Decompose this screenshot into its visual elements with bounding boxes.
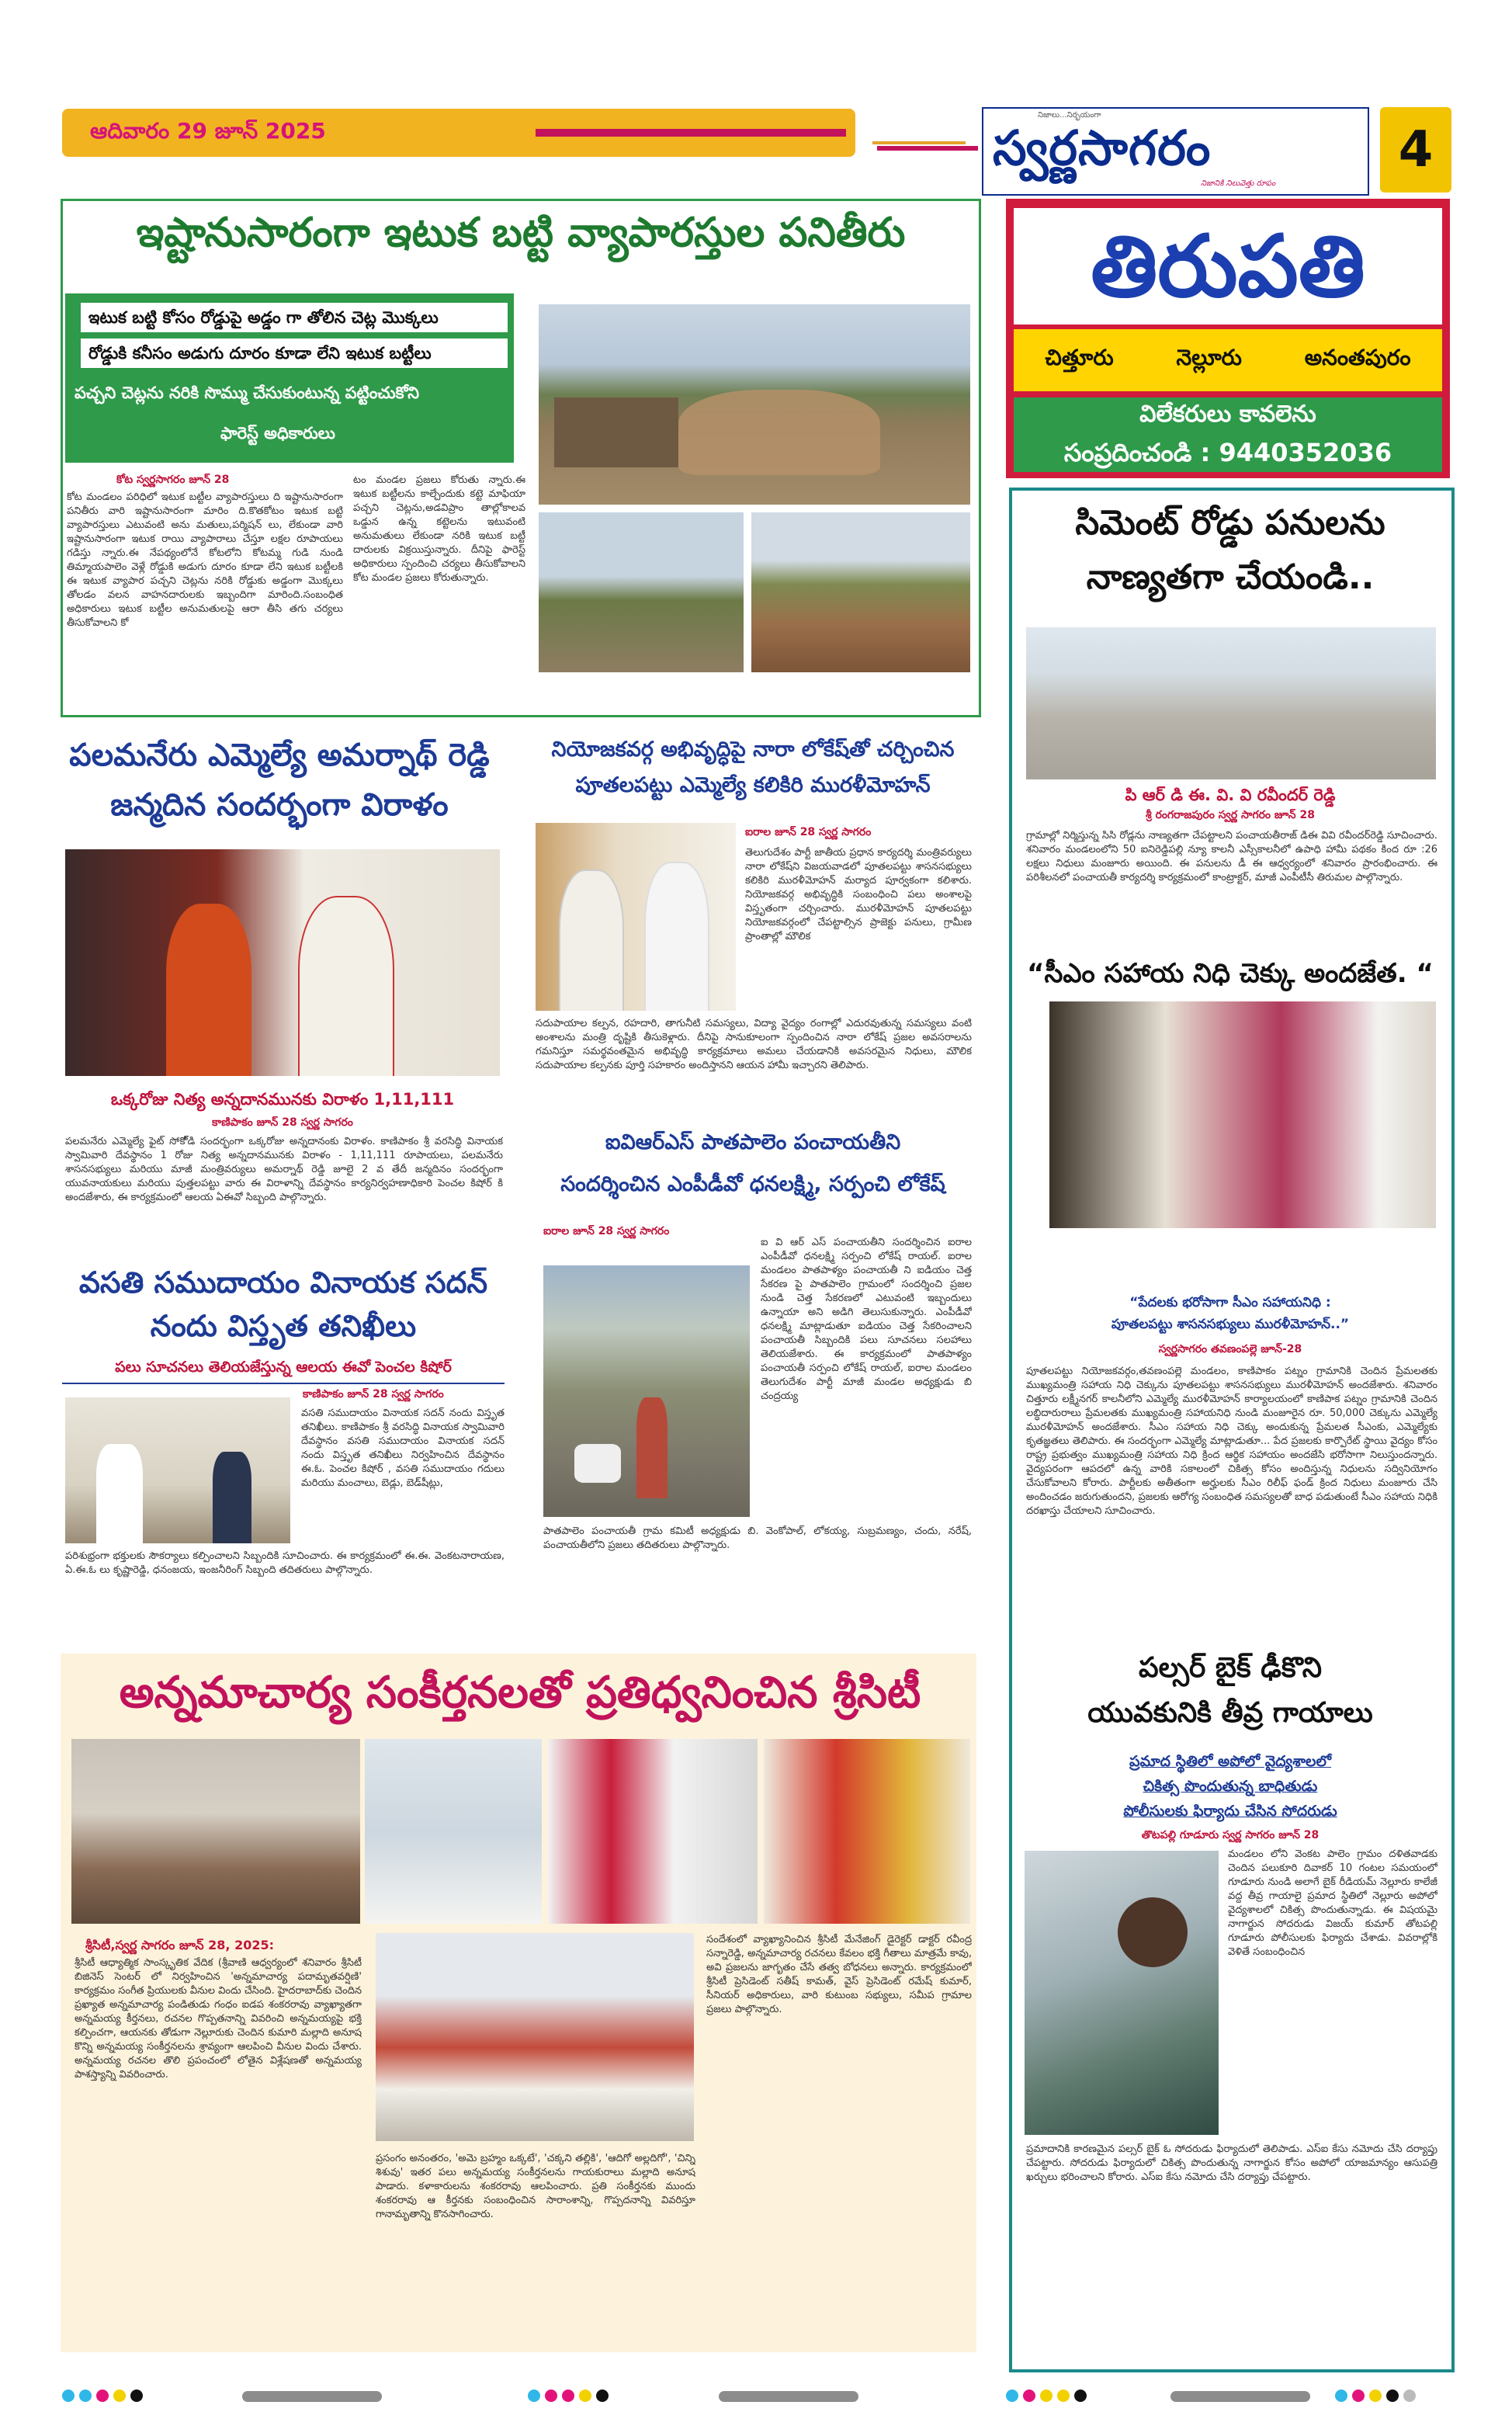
article3-body-cont: పరిశుభ్రంగా భక్తులకు సౌకర్యాలు కల్పించాలని సిబ్బందికి సూచించారు. ఈ కార్యక్రమంలో ఈ.ఈ. వెంకటనారాయణ, ఏ.ఈ.ఓ లు కృష్ణారెడ్డి, ధనంజయ, ఇంజనీరింగ్ సిబ్బంది తదితరులు పాల్గొన్నారు. — [65, 1550, 505, 1576]
article7-headline-1: సిమెంట్ రోడ్డు పనులను — [1075, 503, 1385, 543]
article6-body-cont: ప్రసంగం అనంతరం, 'అమె బ్రహ్మం ఒక్కటే', 'చక్కని తల్లికి', 'ఆదిగో అల్లదిగో', 'చిన్ని శిశువు' ఇతర పలు అన్నమయ్య సంకీర్తనలను గాయకురాలు మల్లాది అనూష పాడారు. కళాకారులను శంకరరావు ఆలపించారు. ప్రతి సంకీర్తనకు ముందు శంకరరావు ఆ కీర్తనకు సంబంధించిన సారాంశాన్ని, గొప్పదనాన్ని వివరిస్తూ గానామృతాన్ని కొనసాగించారు. — [376, 2153, 695, 2220]
tirupati-title-panel — [1014, 208, 1442, 325]
article1-sub2: రోడ్డుకి కనీసం అడుగు దూరం కూడా లేని ఇటుక బట్టీలు — [81, 338, 508, 368]
article3-headline-2: నందు విస్తృత తనిఖీలు — [150, 1309, 417, 1343]
article2-caption: ఒక్కరోజు నిత్య అన్నదానమునకు విరాళం 1,11,111 — [110, 1090, 455, 1109]
article4-headline-1: నియోజకవర్గ అభివృద్ధిపై నారా లోకేష్‌తో చర్చించిన — [551, 738, 955, 762]
tirupati-contact-panel — [1014, 397, 1442, 472]
footer-bar-3 — [1170, 2391, 1310, 2402]
article3-dateline: కాణిపాకం జూన్ 28 స్వర్ణ సాగరం — [303, 1388, 444, 1400]
article3-photo — [65, 1397, 290, 1543]
article6-body-right: సందేశంలో వ్యాఖ్యానించిన శ్రీసిటీ మేనేజింగ్ డైరెక్టర్ డాక్టర్ రవీంద్ర సన్నారెడ్డి, అన్నమాచార్య రచనలు కేవలం భక్తి గీతాలు మాత్రమే కావు, అవి ప్రజలను జాగృతం చేసే తత్వ బోధనలు అన్నారు. కార్యక్రమంలో శ్రీసిటీ ప్రెసిడెంట్ సతీష్ కామత్, వైస్ ప్రెసిడెంట్ రమేష్ కుమార్, సీనియర్ అధికారులు, వారి కుటుంబ సభ్యులు, సమీప గ్రామాల ప్రజలు పాల్గొన్నారు. — [706, 1934, 972, 2015]
article5-headline-2: సందర్శించిన ఎంపీడీవో ధనలక్ష్మి, సర్పంచి లోకేష్ — [560, 1172, 945, 1196]
article4-headline-2: పూతలపట్టు ఎమ్మెల్యే కలికిరి మురళీమోహన్ — [575, 773, 931, 797]
date-bar — [62, 109, 855, 157]
footer-bar-1 — [242, 2391, 382, 2402]
article4-photo — [536, 823, 736, 1011]
article7-dateline: శ్రీ రంగరాజపురం స్వర్ణ సాగరం జూన్ 28 — [1146, 809, 1315, 821]
article9-sub-1: ప్రమాద స్థితిలో అపోలో వైద్యశాలలో — [1129, 1753, 1332, 1770]
article3-body: వసతి సముదాయం వినాయక సదన్ నందు విస్తృత తనిఖీలు. కాణిపాకం శ్రీ వరసిద్ధి వినాయక స్వామివారి దేవస్థానం వసతి సముదాయం వినాయక సదన్ నందు విస్తృత తనిఖీలు నిర్వహించిన దేవస్థానం ఈ.ఓ. పెంచల కిషోర్ , వసతి సముదాయం గదులు మరియు మంచాలు, బెడ్లు, బెడ్‌షీట్లు, — [301, 1407, 505, 1489]
article8-dateline: స్వర్ణసాగరం తవణంపల్లె జూన్-28 — [1158, 1343, 1302, 1355]
article5-photo — [543, 1265, 750, 1517]
tirupati-title: తిరుపతి — [1091, 217, 1365, 316]
article9-body-cont: ప్రమాదానికి కారణమైన పల్సర్ బైక్ ఓ సోదరుడు ఫిర్యాదులో తెలిపాడు. ఎస్ఐ కేసు నమోదు చేసి దర్యాప్తు చేపట్టారు. సోదరుడు ఫిర్యాదులో చికిత్స పొందుతున్న నాగార్జున కోసం అపోలో యాజమాన్యం ఆసుపత్రి ఖర్చులు భరించాలని కోరారు. ఎస్ఐ కేసు నమోదు చేసి దర్యాప్తు చేపట్టారు. — [1026, 2143, 1437, 2183]
tirupati-box — [1006, 199, 1450, 478]
district-nellore: నెల్లూరు — [1176, 345, 1242, 370]
date-text: ఆదివారం 29 జూన్ 2025 — [90, 118, 326, 144]
masthead-title: స్వర్ణసాగరం — [993, 120, 1212, 176]
article1-body-cont: టం మండల ప్రజలు కోరుతు న్నారు.ఈ ఇటుక బట్టీలను కాల్చేందుకు కట్టె మాఫియా పచ్చని చెట్లను,అడవిప్రాం తాల్లోకాలవ ఒడ్డున ఉన్న కట్టెలను ఇటువంటి అనుమతులు లేకుండా నరికి ఇటుక బట్టీ దారులకు విక్రయిస్తున్నారు. దీనిపై ఫారెస్ట్ అధికారులు స్పందించి చర్యలు తీసుకోవాలని కోట మండల ప్రజలు కోరుతున్నారు. — [353, 474, 525, 584]
article6-photo-stage — [71, 1739, 360, 1924]
article6-photo-group — [376, 1933, 694, 2141]
article7-headline-2: నాణ్యతగా చేయండి.. — [1086, 557, 1375, 597]
article8-quote-2: పూతలపట్టు శాసనసభ్యులు మురళీమోహన్..” — [1111, 1317, 1350, 1332]
article8-body: పూతలపట్టు నియోజకవర్గం,తవణంపల్లె మండలం, కాణిపాకం పట్నం గ్రామానికి చెందిన ప్రేమలతకు ముఖ్యమంత్రి సహాయ నిధి చెక్కును పూతలపట్టు శాసనసభ్యులు మురళీమోహన్ అందజేశారు. శనివారం చిత్తూరు లక్ష్మీనగర్ కాలనీలోని ఎమ్మెల్యే మురళీమోహన్ కార్యాలయంలో కాణిపాక పట్నం గ్రామానికి చెందిన లబ్ధిదారురాలు ప్రేమలతకు ముఖ్యమంత్రి సహాయనిధి నుండి మంజూరైన రూ. 50,000 చెక్కును ఎమ్మెల్యే మురళీమోహన్ అందజేశారు. సీఎం సహాయ నిధి చెక్కు అందుకున్న ప్రేమలత సీఎంకు, ఎమ్మెల్యేకు కృతజ్ఞతలు తెలిపారు. ఈ సందర్భంగా ఎమ్మెల్యే మాట్లాడుతూ... పేద ప్రజలకు కార్పొరేట్ స్థాయి వైద్యం కోసం రాష్ట్ర ప్రభుత్వం ముఖ్యమంత్రి సహాయ నిధి క్రింద ఆర్థిక సహాయం అందజేసి భరోసాగా నిలుస్తుందన్నారు. వైద్యపరంగా ఆపదలో ఉన్న వారికి సకాలంలో చికిత్స కోసం అందిస్తున్న నిధులను సద్వినియోగం చేసుకోవాలని కోరారు. పార్టీలకు అతీతంగా అర్హులకు సీఎం రిలీఫ్ ఫండ్ క్రింద నిధులు మంజూరు చేసి అందించడం జరుగుతుందని, ప్రజలకు ఆరోగ్య సంబంధిత సమస్యలతో బాధ పడుతుంటే సీఎం సహాయ నిధికి దరఖాస్తు చేయాలని సూచించారు. — [1026, 1366, 1437, 1517]
page-number: 4 — [1398, 121, 1434, 179]
article7-caption: పి ఆర్ డి ఈ. వి. వి రవీందర్ రెడ్డి — [1125, 786, 1336, 804]
footer-color-dots-far — [1335, 2390, 1420, 2405]
article9-headline-2: యువకునికి తీవ్ర గాయాలు — [1087, 1697, 1373, 1729]
article9-dateline: తొటపల్లి గూడూరు స్వర్ణ సాగరం జూన్ 28 — [1141, 1829, 1320, 1841]
article9-body: మండలం లోని వెంకట పాలెం గ్రామం దళితవాడకు చెందిన పలుకూరి దివాకర్ 10 గంటల సమయంలో గూడూరు నుండి అలాగే బైక్ రీడియమ్ నెల్లూరు కాలేజీ వద్ద తీవ్ర గాయాలై ప్రమాద స్థితిలో నెల్లూరు అపోలో వైద్యశాలలో చికిత్స పొందుతున్నాడు. ఈ విషయమై నాగార్జున సోదరుడు విజయ్ కుమార్ తోటపల్లి గూడూరు పోలీసులకు ఫిర్యాదు చేశాడు. వివరాల్లోకి వెళితే సంబంధించిన — [1228, 1848, 1437, 1958]
article9-headline-1: పల్సర్ బైక్ ఢీకొని — [1138, 1652, 1323, 1684]
masthead-tagline: నిజాలు...నిర్భయంగా — [1038, 111, 1101, 120]
article1-photo-road — [539, 512, 744, 672]
article9-photo — [1025, 1851, 1219, 2135]
article2-headline-2: జన్మదిన సందర్భంగా విరాళం — [110, 787, 449, 823]
article7-photo — [1026, 627, 1436, 779]
article4-dateline: ఐరాల జూన్ 28 స్వర్ణ సాగరం — [745, 826, 872, 838]
article7-body: గ్రామాల్లో నిర్మిస్తున్న సిసి రోడ్లను నాణ్యతగా చేపట్టాలని పంచాయతీరాజ్ డిఈ వివి రవీందర్‌రెడ్డి సూచించారు. శనివారం మండలంలోని 50 ఐనిరెడ్డిపల్లి న్యూ కాలనీ ఎస్సీకాలనీలో ఉపాధి హామీ పథకం కింద రూ :26 లక్షలు నిధులు మంజూరు అయింది. ఈ పనులను డీ ఈ ఆధ్వర్యంలో శనివారం ప్రారంభించారు. ఈ పరిశీలనలో పంచాయతీ కార్యదర్శి కార్యక్రమంలో కాంట్రాక్టర్, మాజీ ఎంపీటీసీ తిరుమల పాల్గొన్నారు. — [1026, 830, 1437, 883]
article1-sub1: ఇటుక బట్టి కోసం రోడ్డుపై అడ్డం గా తోలిన చెట్ల మొక్కలు — [81, 303, 508, 332]
article6-headline: అన్నమాచార్య సంకీర్తనలతో ప్రతిధ్వనించిన శ్రీసిటీ — [119, 1668, 921, 1718]
article8-quote-1: “పేదలకు భరోసాగా సీఎం సహాయనిధి : — [1129, 1295, 1331, 1310]
page-number-box — [1380, 107, 1451, 193]
article1-sub4: ఫారెస్ట్ అధికారులు — [220, 424, 335, 443]
footer-color-dots-mid — [528, 2390, 613, 2405]
footer-color-dots-right — [1006, 2390, 1091, 2405]
article3-headline-1: వసతి సముదాయం వినాయక సదన్ — [78, 1265, 488, 1300]
article5-dateline: ఐరాల జూన్ 28 స్వర్ణ సాగరం — [543, 1225, 670, 1237]
article1-subhead-box — [65, 293, 514, 463]
article2-photo — [65, 849, 500, 1076]
article5-body: ఐ వి ఆర్ ఎస్ పంచాయతీని సందర్శించిన ఐరాల ఎంపీడీవో ధనలక్ష్మి సర్పంచి లోకేష్ రాయల్. ఐరాల మండలం పాతపాళ్యం పంచాయతీ ని ఐడియం చెత్త సేకరణ పై పాతపాలెం గ్రామంలో సందర్శించి ప్రజల నుండి చెత్త సేకరణలో ఎటువంటి ఇబ్బందులు ఉన్నాయా అని అడిగి తెలుసుకున్నారు. ఎంపీడీవో ధనలక్ష్మి మాట్లాడుతూ ఐడియం చెత్త సేకరించాలని పంచాయతీ సిబ్బందికి పలు సూచనలు సలహాలు తెలియజేశారు. ఈ కార్యక్రమంలో పాతపాళ్యం పంచాయతీ సర్పంచి లోకేష్ రాయల్, ఐరాల మండలం తెలుగుదేశం పార్టీ మాజీ మండల అధ్యక్షుడు బి చంద్రయ్య — [761, 1237, 972, 1402]
article5-body-cont: పాతపాలెం పంచాయతీ గ్రామ కమిటీ అధ్యక్షుడు బి. వెంకోపాల్, లోకయ్య, సుబ్రమణ్యం, చందు, నరేష్, పంచాయతీలోని ప్రజలు తదితరులు పాల్గొన్నారు. — [543, 1525, 972, 1551]
masthead-subtitle: నిజానికి నిలువెత్తు రూపం — [1201, 179, 1276, 188]
article1-sub3: పచ్చని చెట్లను నరికి సొమ్ము చేసుకుంటున్న పట్టించుకోని — [75, 384, 420, 402]
article6-body: శ్రీసిటీ ఆధ్యాత్మిక సాంస్కృతిక వేదిక (శ్రీవాణి ఆధ్వర్యంలో శనివారం శ్రీసిటీ బిజినెస్ సెంటర్ లో నిర్వహించిన 'అన్నమాచార్య పదామృతవర్షిణి' కార్యక్రమం సంగీత ప్రియులకు వీనుల విందు చేసింది. హైదరాబాద్‌కు చెందిన ప్రఖ్యాత అన్నమాచార్య పండితుడు గంధం ఐడప శంకరరావు వ్యాఖ్యాతగా అన్నమయ్య కీర్తనలు, రచనల గొప్పతనాన్ని వివరించి అన్నమయ్యపై భక్తి కల్పించగా, ఆయనకు తోడుగా నెల్లూరుకు చెందిన కుమారి మల్లాది అనూష కొన్ని అన్నమయ్య సంకీర్తనలను శ్రావ్యంగా ఆలపించి వీనుల విందు చేశారు. అన్నమయ్య రచనల తొలి ప్రపంచంలో లోతైన విశ్లేషణతో అన్నమయ్య పాశస్త్యాన్ని వివరించారు. — [75, 1957, 362, 2081]
footer-bar-2 — [719, 2391, 858, 2402]
article1-photo-bricks — [751, 512, 970, 672]
article9-sub-2: చికిత్స పొందుతున్న బాధితుడు — [1143, 1778, 1318, 1795]
article4-body: తెలుగుదేశం పార్టీ జాతీయ ప్రధాన కార్యదర్శి మంత్రివర్యులు నారా లోకేష్‌ని విజయవాడలో పూతలపట్టు శాసనసభ్యులు కలికిరి మురళీమోహన్ మర్యాద పూర్వకంగా కలిశారు. నియోజకవర్గ అభివృద్ధికి సంబంధించి పలు అంశాలపై విస్తృతంగా చర్చించారు. మురళీమోహన్ పూతలపట్టు నియోజకవర్గంలో చేపట్టాల్సిన ప్రాజెక్టు పనులు, గ్రామీణ ప్రాంతాల్లో మౌలిక — [745, 847, 972, 942]
article4-body-cont: సదుపాయాల కల్పన, రహదారి, తాగునీటి సమస్యలు, విద్యా వైద్యం రంగాల్లో ఎదురవుతున్న సమస్యలు వంటి అంశాలను మంత్రి దృష్టికి తీసుకెళ్లారు. దీనిపై సానుకూలంగా స్పందించిన నారా లోకేష్ ప్రజల అవసరాలను గమనిస్తూ సమర్థవంతమైన అభివృద్ధి కార్యక్రమాలు అమలు చేయడానికి అవసరమైన నిధులు, మౌలిక సదుపాయాల కల్పనకు పూర్తి సహకారం అందిస్తానని ఆయన హామీ ఇచ్చారని తెలిపారు. — [536, 1018, 972, 1071]
article8-photo — [1049, 1001, 1436, 1228]
article6-dateline: శ్రీసిటీ,స్వర్ణ సాగరం జూన్ 28, 2025: — [85, 1938, 274, 1952]
masthead-logo — [982, 107, 1369, 196]
article1-headline: ఇష్టానుసారంగా ఇటుక బట్టి వ్యాపారస్తుల పనితీరు — [136, 210, 906, 256]
header-divider-right — [877, 146, 978, 151]
contact-number: సంప్రదించండి : 9440352036 — [1063, 438, 1392, 467]
article8-headline: “సీఎం సహాయ నిధి చెక్కు అందజేత. “ — [1027, 958, 1434, 989]
article2-dateline: కాణిపాకం జూన్ 28 స్వర్ణ సాగరం — [212, 1116, 353, 1129]
article5-headline-1: ఐవిఆర్ఎస్ పాతపాలెం పంచాయతీని — [605, 1130, 901, 1154]
district-chittoor: చిత్తూరు — [1045, 345, 1114, 370]
reporters-wanted: విలేకరులు కావలెను — [1139, 401, 1316, 428]
article1-photo-logs — [539, 304, 970, 505]
article2-body: పలమనేరు ఎమ్మెల్యే ఫైట్ సోకో్డి సందర్భంగా ఒక్కరోజు అన్నదానంకు విరాళం. కాణిపాకం శ్రీ వరసిద్ధి వినాయక స్వామివారి దేవస్థానం 1 రోజు నిత్య అన్నదానమునకు విరాళం - 1,11,111 రూపాయలు, పలమనేరు శాసనసభ్యులు మరియు మాజీ మంత్రివర్యులు అమర్నాథ్ రెడ్డి జూలై 2 వ తేదీ జన్మదినం సందర్భంగా యువనాయకులు మరియు పుత్తలపట్టు వారు ఈ విరాళాన్ని దేవస్థానం కార్యనిర్వహణాధికారి పెంచల కిషోర్ కి అందజేశారు, ఈ కార్యక్రమంలో ఆలయ ఏఈవో సిబ్బంది పాల్గొన్నారు. — [65, 1136, 503, 1203]
article2-headline-1: పలమనేరు ఎమ్మెల్యే అమర్నాథ్ రెడ్డి — [69, 738, 490, 773]
article6-photo-speaker — [365, 1739, 542, 1924]
date-bar-stripe — [536, 129, 846, 137]
article6-photo-memento1 — [548, 1739, 758, 1924]
footer-color-dots-left — [62, 2390, 147, 2405]
article1-body: కోట మండలం పరిధిలో ఇటుక బట్టీల వ్యాపారస్తులు ది ఇష్టానుసారంగా పనితీరు వారి ఇష్టానుసారంగా మారిం ది.కొతకోటం ఇటుక బట్టి వ్యాపారస్తులు ఎటువంటి అను మతులు,పర్మిషన్ లు, లేకుండా వారి ఇష్టానుసారంగా ఇటుక రాయి వ్యాపారాలు చేస్తూ లక్షల రూపాయలు గడిస్తు న్నారు.ఈ నేపథ్యంలోనే కోటలోని కోటమ్మ గుడి నుండి తిమ్మాయపాలెం వెళ్లే రోడ్డుకి అడుగు దూరం కూడా లేని ఇటుక బట్టీలకి ఈ ఇటుక వ్యాపార పచ్చని చెట్లను నరికి రోడ్డుకు అడ్డంగా మొక్కలు తోలడం వలన వాహనదారులకు ఇబ్బందిగా మారింది.సంబంధిత అధికారులు ఇటుక బట్టీల అనుమతులపై ఆరా తీసి తగు చర్యలు తీసుకోవాలని కో — [67, 491, 343, 629]
article1-dateline: కోట స్వర్ణసాగరం జూన్ 28 — [116, 474, 230, 486]
tirupati-districts — [1014, 329, 1442, 391]
header-divider-left — [872, 141, 966, 144]
article3-subhead: పలు సూచనలు తెలియజేస్తున్న ఆలయ ఈవో పెంచల కిషోర్ — [62, 1359, 505, 1384]
article9-sub-3: పోలీసులకు ఫిర్యాదు చేసిన సోదరుడు — [1123, 1803, 1337, 1820]
district-anantapur: అనంతపురం — [1304, 345, 1411, 370]
article6-photo-memento2 — [764, 1739, 970, 1924]
